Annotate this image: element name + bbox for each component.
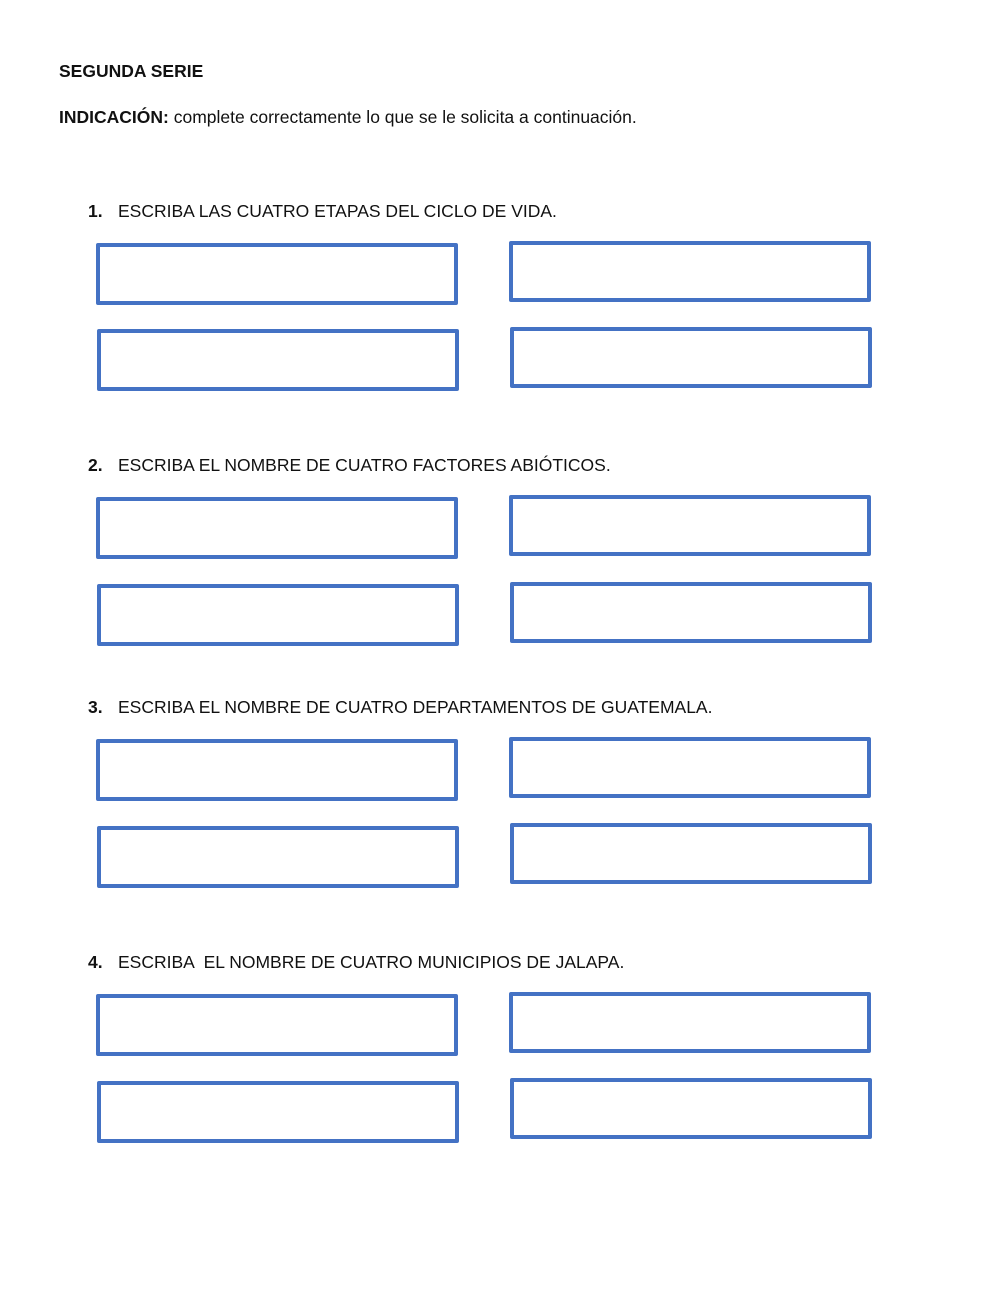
answer-box-3-3[interactable] — [97, 826, 459, 888]
question-4 — [88, 952, 624, 972]
question-number: 1. — [88, 201, 103, 221]
question-text: ESCRIBA EL NOMBRE DE CUATRO DEPARTAMENTOS DE GUATEMALA. — [118, 697, 713, 717]
instruction — [59, 107, 637, 127]
question-3 — [88, 697, 712, 717]
question-number: 2. — [88, 455, 103, 475]
question-number: 3. — [88, 697, 103, 717]
answer-box-4-4[interactable] — [510, 1078, 872, 1139]
answer-box-1-1[interactable] — [96, 243, 458, 305]
answer-box-1-4[interactable] — [510, 327, 872, 388]
instruction-text: complete correctamente lo que se le solicita a continuación. — [168, 107, 637, 127]
question-text: ESCRIBA LAS CUATRO ETAPAS DEL CICLO DE VIDA. — [118, 201, 557, 221]
answer-box-1-3[interactable] — [97, 329, 459, 391]
section-title: SEGUNDA SERIE — [59, 61, 204, 81]
answer-box-2-3[interactable] — [97, 584, 459, 646]
instruction-label: INDICACIÓN: — [59, 107, 169, 127]
answer-box-1-2[interactable] — [509, 241, 871, 302]
answer-box-4-2[interactable] — [509, 992, 871, 1053]
question-2 — [88, 455, 611, 475]
answer-box-4-1[interactable] — [96, 994, 458, 1056]
answer-box-3-2[interactable] — [509, 737, 871, 798]
question-text: ESCRIBA EL NOMBRE DE CUATRO FACTORES ABIÓTICOS. — [118, 455, 611, 475]
answer-box-2-2[interactable] — [509, 495, 871, 556]
question-text: ESCRIBA EL NOMBRE DE CUATRO MUNICIPIOS DE JALAPA. — [118, 952, 625, 972]
question-number: 4. — [88, 952, 103, 972]
answer-box-3-1[interactable] — [96, 739, 458, 801]
answer-box-3-4[interactable] — [510, 823, 872, 884]
answer-box-2-4[interactable] — [510, 582, 872, 643]
answer-box-4-3[interactable] — [97, 1081, 459, 1143]
question-1 — [88, 201, 557, 221]
answer-box-2-1[interactable] — [96, 497, 458, 559]
